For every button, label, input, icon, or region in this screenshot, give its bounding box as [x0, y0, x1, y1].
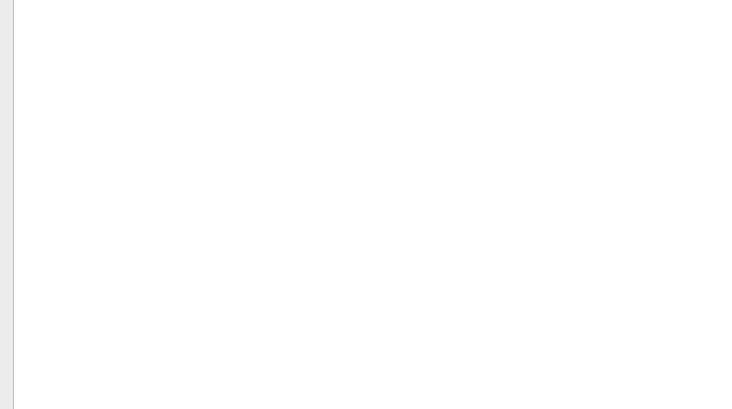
row-header-column: [0, 0, 14, 409]
